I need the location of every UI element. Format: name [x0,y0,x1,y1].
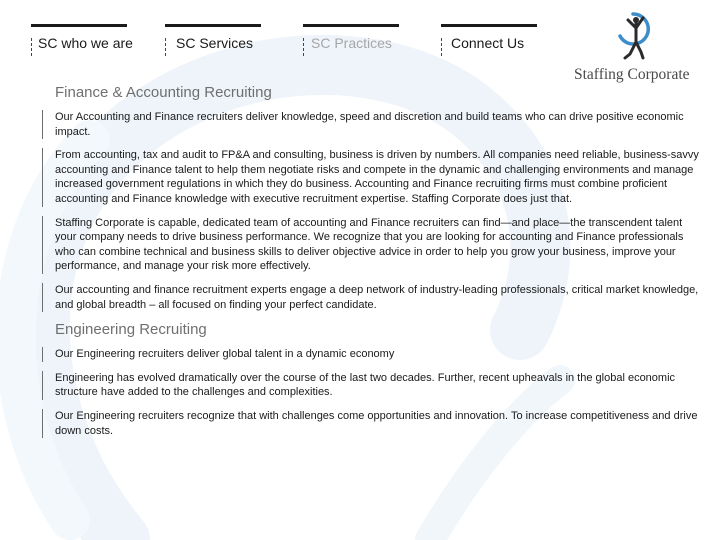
nav-divider [165,38,166,56]
logo-figure-icon [570,6,702,68]
paragraph: Staffing Corporate is capable, dedicated team of accounting and Finance recruiters can find—and place—the transcendent talent your company needs to drive business performance. We recognize that you are looking for accounting and Finance professionals who can combine technical and business skills to deliver objective advice in order to help you grow your business, improve your performance, and manage your risk more effectively. [42,216,702,274]
nav-bar [441,24,537,27]
nav-divider [441,38,442,56]
paragraph: Our Engineering recruiters deliver global talent in a dynamic economy [42,347,702,362]
paragraph: Our accounting and finance recruitment experts engage a deep network of industry-leading professionals, critical market knowledge, and global breadth – all focused on finding your perfect candidate. [42,283,702,312]
paragraph: From accounting, tax and audit to FP&A and consulting, business is driven by numbers. All companies need reliable, business-savvy accounting and Finance talent to help them negotiate risks and compete in the dynamic and challenging environments and manage increased government regulations in which they do business. Accounting and Finance recruiting firms must combine proficient accounting and Finance knowledge with executive recruitment expertise. Staffing Corporate does just that. [42,148,702,206]
section-title-finance: Finance & Accounting Recruiting [55,84,272,101]
nav-bar [303,24,399,27]
nav-label: SC Services [176,35,254,51]
paragraph: Our Accounting and Finance recruiters deliver knowledge, speed and discretion and build teams who can drive positive economic impact. [42,110,702,139]
paragraph: Engineering has evolved dramatically over the course of the last two decades. Further, recent upheavals in the global economic structure have added to the challenges and complexities. [42,371,702,400]
nav-label: SC Practices [311,35,392,51]
nav-divider [303,38,304,56]
nav-label: SC who we are [38,35,133,51]
nav-label: Connect Us [451,35,525,51]
main-content [42,84,702,447]
top-navigation [0,24,560,64]
logo-wordmark: Staffing Corporate [574,66,690,83]
nav-divider [31,38,32,56]
paragraph: Our Engineering recruiters recognize that with challenges come opportunities and innovation. To increase competitiveness and drive down costs. [42,409,702,438]
company-logo[interactable] [570,6,702,90]
nav-bar [31,24,127,27]
section-title-engineering: Engineering Recruiting [55,321,207,339]
nav-bar [165,24,261,27]
